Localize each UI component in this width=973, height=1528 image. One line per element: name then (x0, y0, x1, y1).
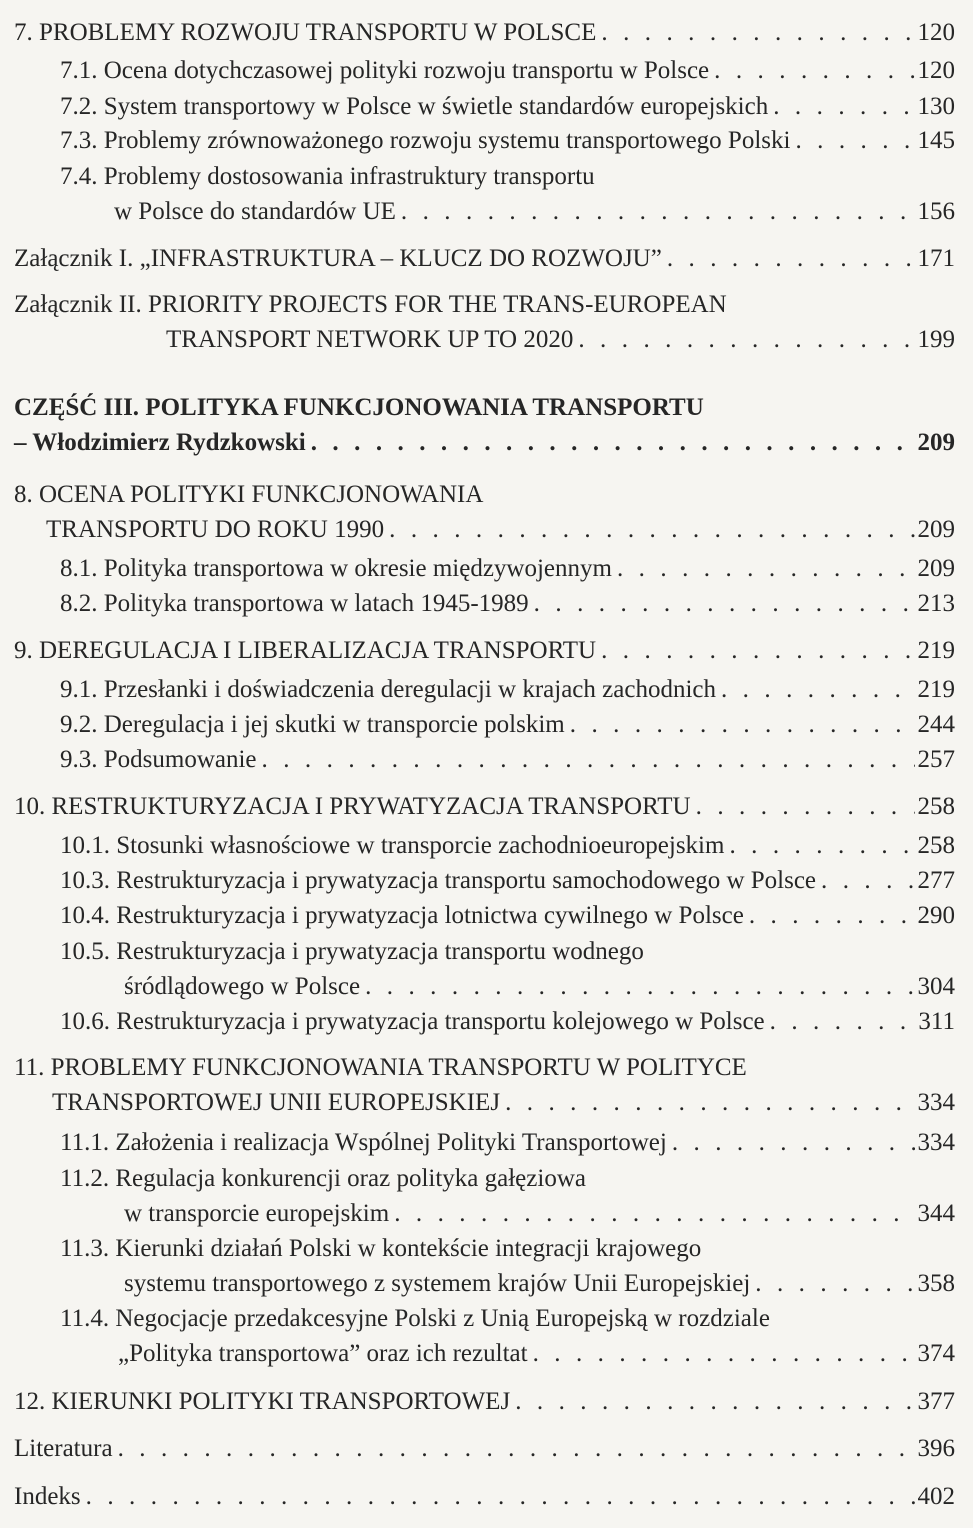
page-number: 374 (917, 1340, 955, 1367)
entry-title-cont: śródlądowego w Polsce (124, 973, 361, 1000)
page-number: 334 (917, 1089, 955, 1116)
entry-title: 11. PROBLEMY FUNKCJONOWANIA TRANSPORTU W POLITYCE (14, 1054, 747, 1081)
entry-title: 7. PROBLEMY ROZWOJU TRANSPORTU W POLSCE (14, 19, 597, 46)
toc-entry (0, 159, 955, 229)
toc-entry (0, 1050, 955, 1120)
entry-title: 8. OCENA POLITYKI FUNKCJONOWANIA (14, 481, 484, 508)
dot-leader (612, 551, 915, 586)
page-number: 344 (917, 1200, 955, 1227)
toc-entry (0, 742, 955, 777)
page-number: 358 (917, 1270, 955, 1297)
entry-title-cont: TRANSPORT NETWORK UP TO 2020 (166, 326, 574, 353)
page-number: 209 (917, 516, 955, 543)
page-number: 258 (917, 832, 955, 859)
dot-leader (528, 1336, 915, 1371)
page-number: 277 (917, 867, 955, 894)
dot-leader (750, 1266, 915, 1301)
page-number: 130 (917, 93, 955, 120)
entry-title-cont: TRANSPORTOWEJ UNII EUROPEJSKIEJ (52, 1089, 501, 1116)
entry-title: 9. DEREGULACJA I LIBERALIZACJA TRANSPORTU (14, 637, 597, 664)
dot-leader (790, 123, 915, 158)
entry-title: 11.1. Założenia i realizacja Wspólnej Polityki Transportowej (60, 1129, 667, 1156)
dot-leader (565, 707, 915, 742)
dot-leader (765, 1004, 915, 1039)
dot-leader (691, 789, 915, 824)
page-number: 156 (917, 198, 955, 225)
dot-leader (596, 15, 915, 50)
page-number: 311 (918, 1008, 955, 1035)
entry-title: 7.1. Ocena dotychczasowej polityki rozwoju transportu w Polsce (60, 57, 710, 84)
toc-entry (0, 89, 955, 124)
entry-title: CZĘŚĆ III. POLITYKA FUNKCJONOWANIA TRANSPORTU (14, 394, 704, 421)
page-number: 244 (917, 711, 955, 738)
entry-title: 7.3. Problemy zrównoważonego rozwoju systemu transportowego Polski (60, 127, 791, 154)
entry-title: 7.4. Problemy dostosowania infrastruktury transportu (60, 163, 595, 190)
entry-title: 10. RESTRUKTURYZACJA I PRYWATYZACJA TRANSPORTU (14, 793, 691, 820)
toc-entry (0, 15, 955, 50)
toc-entry (0, 934, 955, 1004)
page-number: 334 (917, 1129, 955, 1156)
page-number: 209 (917, 429, 955, 456)
toc-entry (0, 53, 955, 88)
toc-entry (0, 1161, 955, 1231)
toc-entry (0, 477, 955, 547)
entry-title-cont: w transporcie europejskim (124, 1200, 390, 1227)
page-number: 219 (917, 637, 955, 664)
entry-title: 10.4. Restrukturyzacja i prywatyzacja lotnictwa cywilnego w Polsce (60, 902, 744, 929)
page-number: 219 (917, 676, 955, 703)
entry-title: 10.6. Restrukturyzacja i prywatyzacja transportu kolejowego w Polsce (60, 1008, 765, 1035)
page-number: 213 (917, 590, 955, 617)
dot-leader (744, 898, 915, 933)
dot-leader (667, 1125, 915, 1160)
entry-title-cont: TRANSPORTU DO ROKU 1990 (46, 516, 385, 543)
toc-entry (0, 241, 955, 276)
toc-entry (0, 1301, 955, 1371)
dot-leader (709, 53, 915, 88)
page-number: 304 (917, 973, 955, 1000)
entry-title-cont: systemu transportowego z systemem krajów Unii Europejskiej (124, 1270, 751, 1297)
page-number: 257 (917, 746, 955, 773)
entry-title: Załącznik II. PRIORITY PROJECTS FOR THE TRANS-EUROPEAN (14, 291, 727, 318)
toc-entry (0, 1479, 955, 1514)
entry-title: 11.4. Negocjacje przedakcesyjne Polski z Unią Europejską w rozdziale (60, 1305, 770, 1332)
entry-title: 10.3. Restrukturyzacja i prywatyzacja transportu samochodowego w Polsce (60, 867, 817, 894)
entry-title: 11.2. Regulacja konkurencji oraz polityka gałęziowa (60, 1165, 586, 1192)
page-number: 209 (917, 555, 955, 582)
dot-leader (257, 742, 915, 777)
entry-title-cont: – Włodzimierz Rydzkowski (14, 429, 306, 456)
page-number: 120 (917, 19, 955, 46)
toc-entry (0, 287, 955, 357)
dot-leader (573, 322, 915, 357)
toc-entry (0, 672, 955, 707)
entry-title: 8.1. Polityka transportowa w okresie międzywojennym (60, 555, 612, 582)
toc-part-heading (0, 390, 955, 460)
entry-title: 8.2. Polityka transportowa w latach 1945-1989 (60, 590, 529, 617)
dot-leader (384, 512, 915, 547)
entry-title-cont: „Polityka transportowa” oraz ich rezultat (118, 1340, 528, 1367)
entry-title: 12. KIERUNKI POLITYKI TRANSPORTOWEJ (14, 1388, 511, 1415)
entry-title: 9.2. Deregulacja i jej skutki w transporcie polskim (60, 711, 565, 738)
page-number: 120 (917, 57, 955, 84)
dot-leader (306, 425, 915, 460)
toc-entry (0, 633, 955, 668)
toc-entry (0, 551, 955, 586)
page-number: 402 (917, 1483, 955, 1510)
page-number: 171 (917, 245, 955, 272)
entry-title: 10.1. Stosunki własnościowe w transporcie zachodnioeuropejskim (60, 832, 725, 859)
entry-title: Indeks (14, 1483, 81, 1510)
entry-title: Załącznik I. „INFRASTRUKTURA – KLUCZ DO ROZWOJU” (14, 245, 662, 272)
entry-title: 9.1. Przesłanki i doświadczenia deregulacji w krajach zachodnich (60, 676, 716, 703)
page-number: 377 (917, 1388, 955, 1415)
toc-entry (0, 898, 955, 933)
dot-leader (510, 1384, 915, 1419)
page-number: 199 (917, 326, 955, 353)
toc-entry (0, 1231, 955, 1301)
dot-leader (816, 863, 915, 898)
entry-title: 11.3. Kierunki działań Polski w kontekście integracji krajowego (60, 1235, 702, 1262)
entry-title: 9.3. Podsumowanie (60, 746, 257, 773)
toc-entry (0, 828, 955, 863)
dot-leader (529, 586, 915, 621)
dot-leader (596, 633, 915, 668)
dot-leader (716, 672, 915, 707)
dot-leader (724, 828, 915, 863)
entry-title-cont: w Polsce do standardów UE (114, 198, 396, 225)
dot-leader (81, 1479, 915, 1514)
toc-entry (0, 1431, 955, 1466)
toc-entry (0, 1384, 955, 1419)
page-number: 145 (917, 127, 955, 154)
toc-entry (0, 1004, 955, 1039)
toc-entry (0, 1125, 955, 1160)
entry-title: 10.5. Restrukturyzacja i prywatyzacja transportu wodnego (60, 938, 644, 965)
dot-leader (500, 1085, 915, 1120)
page-number: 290 (917, 902, 955, 929)
toc-entry (0, 586, 955, 621)
dot-leader (113, 1431, 915, 1466)
toc-entry (0, 789, 955, 824)
entry-title: Literatura (14, 1435, 113, 1462)
dot-leader (662, 241, 915, 276)
entry-title: 7.2. System transportowy w Polsce w świetle standardów europejskich (60, 93, 769, 120)
toc-entry (0, 863, 955, 898)
dot-leader (396, 194, 915, 229)
toc-entry (0, 123, 955, 158)
toc-entry (0, 707, 955, 742)
page-number: 396 (917, 1435, 955, 1462)
dot-leader (389, 1196, 915, 1231)
page-number: 258 (917, 793, 955, 820)
dot-leader (768, 89, 915, 124)
dot-leader (360, 969, 915, 1004)
